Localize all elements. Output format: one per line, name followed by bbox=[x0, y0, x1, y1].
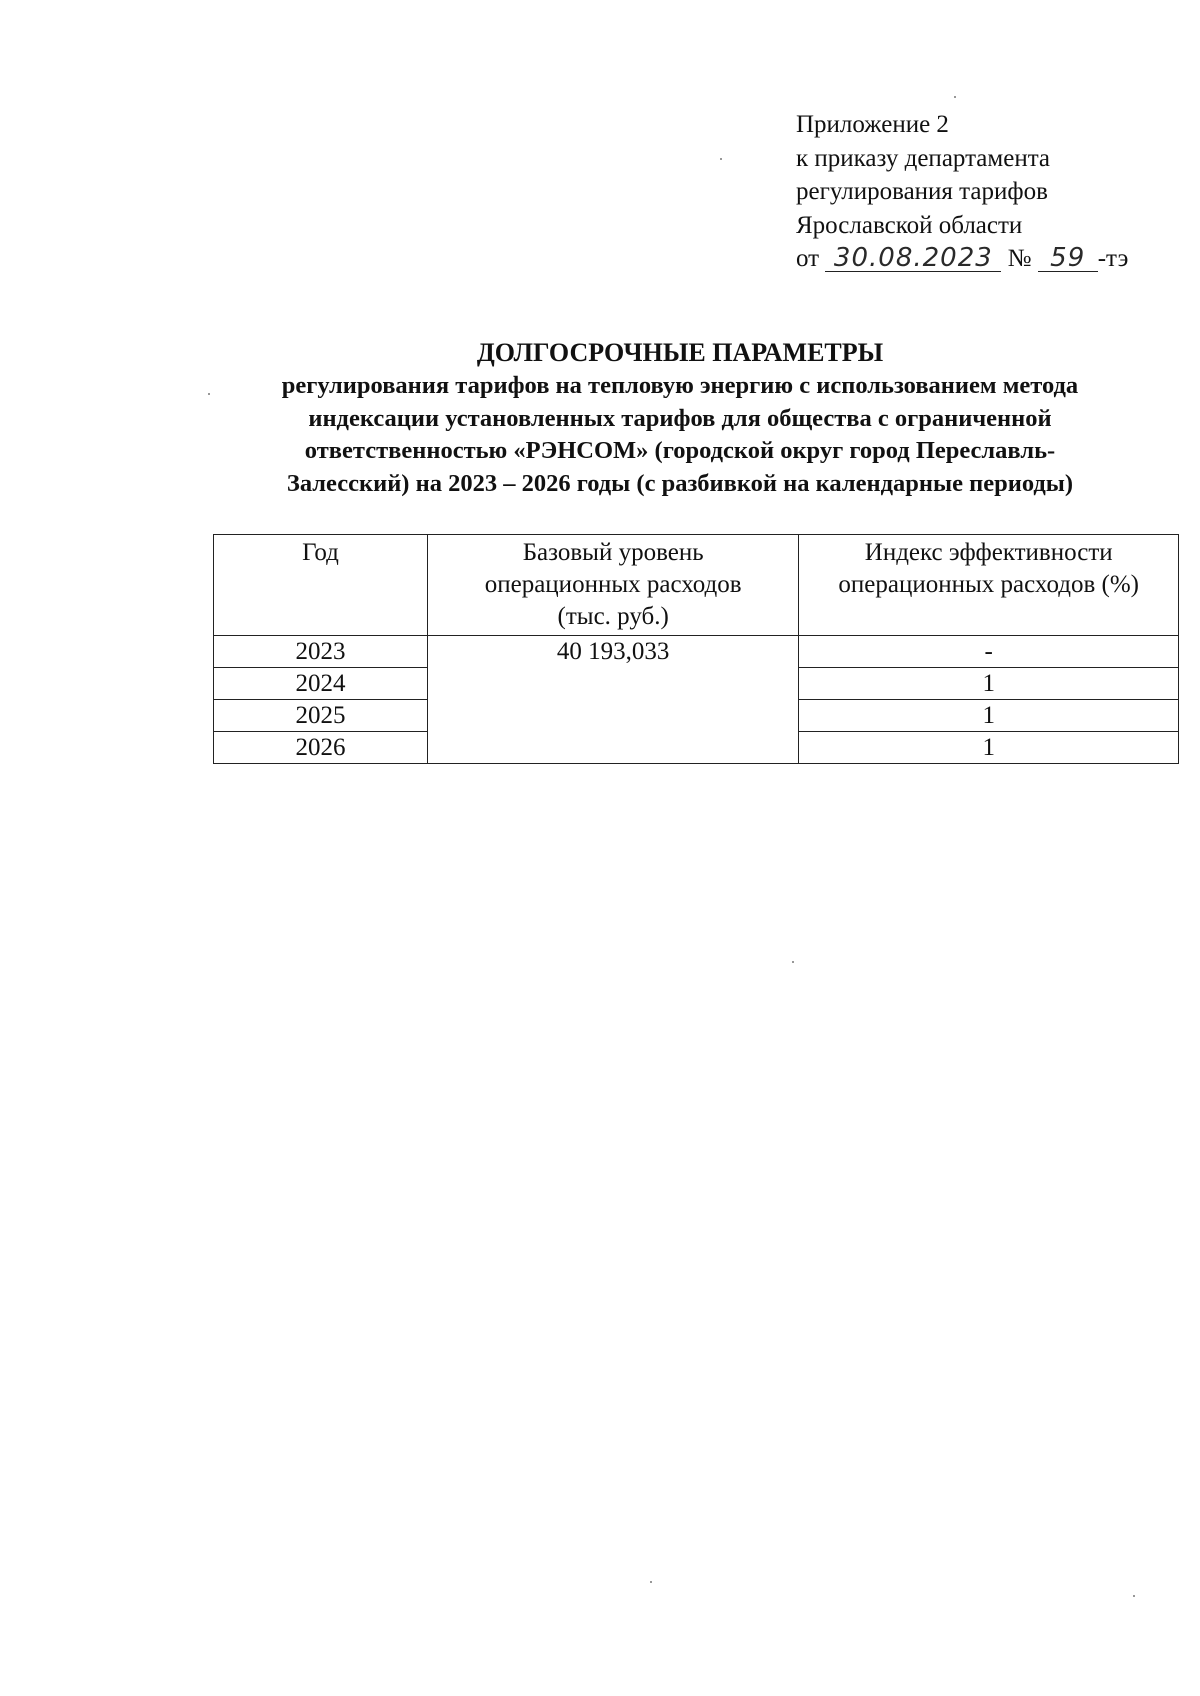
cell-index: 1 bbox=[799, 700, 1179, 732]
table-header-row bbox=[214, 535, 1179, 636]
annex-order-ref bbox=[796, 242, 1128, 276]
annex-line-2: к приказу департамента bbox=[796, 144, 1051, 172]
annex-line-4: Ярославской области bbox=[796, 211, 1023, 239]
header-base-line-1: Базовый уровень bbox=[522, 539, 704, 566]
heading-line-1: регулирования тарифов на тепловую энергию с использованием метода bbox=[281, 372, 1079, 399]
heading-line-2: индексации установленных тарифов для общества с ограниченной bbox=[308, 404, 1052, 432]
cell-base-value: 40 193,033 bbox=[427, 636, 799, 764]
cell-index: - bbox=[799, 636, 1179, 668]
table-row bbox=[214, 636, 1179, 668]
handwritten-date: 30.08.2023 bbox=[825, 245, 1001, 272]
cell-index: 1 bbox=[799, 732, 1179, 764]
cell-year: 2025 bbox=[214, 700, 428, 732]
scan-speck bbox=[792, 961, 794, 963]
annex-block bbox=[796, 108, 1128, 276]
annex-line-1: Приложение 2 bbox=[796, 111, 949, 138]
number-sign: № bbox=[1007, 245, 1032, 272]
cell-year: 2024 bbox=[214, 668, 428, 700]
parameters-table bbox=[213, 534, 1179, 764]
document-heading bbox=[200, 336, 1160, 500]
handwritten-number: 59 bbox=[1038, 245, 1098, 272]
heading-title: ДОЛГОСРОЧНЫЕ ПАРАМЕТРЫ bbox=[476, 338, 884, 367]
order-suffix: -тэ bbox=[1097, 245, 1129, 272]
scan-speck bbox=[1133, 1595, 1135, 1597]
header-efficiency-index bbox=[799, 535, 1179, 636]
heading-line-3: ответственностью «РЭНСОМ» (городской округ город Переславль- bbox=[304, 437, 1056, 464]
cell-year: 2023 bbox=[214, 636, 428, 668]
cell-year: 2026 bbox=[214, 732, 428, 764]
header-index-line-2: операционных расходов (%) bbox=[838, 571, 1139, 598]
header-base-line-3: (тыс. руб.) bbox=[557, 603, 669, 630]
header-base-level bbox=[427, 535, 799, 636]
heading-line-4: Залесский) на 2023 – 2026 годы (с разбивкой на календарные периоды) bbox=[286, 469, 1074, 497]
scan-speck bbox=[650, 1581, 652, 1583]
header-base-line-2: операционных расходов bbox=[484, 571, 742, 598]
cell-index: 1 bbox=[799, 668, 1179, 700]
scan-speck bbox=[954, 96, 956, 98]
scan-speck bbox=[208, 393, 210, 395]
annex-from-prefix: от bbox=[796, 245, 820, 272]
annex-line-3: регулирования тарифов bbox=[796, 178, 1048, 205]
header-index-line-1: Индекс эффективности bbox=[864, 539, 1113, 566]
scan-speck bbox=[720, 158, 722, 160]
header-year bbox=[214, 535, 428, 636]
header-year-label: Год bbox=[302, 539, 339, 566]
